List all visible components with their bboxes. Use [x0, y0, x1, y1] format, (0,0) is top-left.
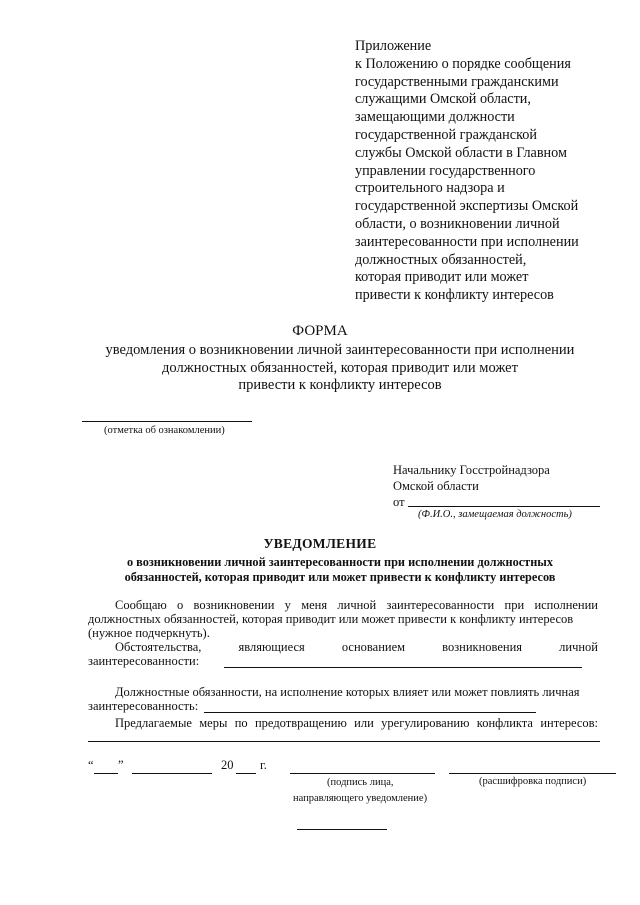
date-day-line[interactable]	[94, 773, 118, 774]
signature-caption-2: направляющего уведомление)	[293, 793, 428, 804]
appendix-line: государственными гражданскими	[355, 73, 559, 90]
bottom-rule	[297, 829, 387, 830]
body-paragraph-3-label: заинтересованность:	[88, 699, 199, 713]
body-paragraph-1-first: Сообщаю о возникновении у меня личной заинтересованности при исполнении	[115, 598, 598, 612]
date-year-line[interactable]	[236, 773, 256, 774]
form-subtitle-line: уведомления о возникновении личной заинтересованности при исполнении	[105, 342, 575, 358]
date-quote-close: ”	[118, 758, 124, 772]
appendix-line: строительного надзора и	[355, 180, 505, 197]
addressee-line-2: Омской области	[393, 479, 479, 493]
appendix-line: к Положению о порядке сообщения	[355, 55, 571, 72]
signature-decode-caption: (расшифровка подписи)	[479, 776, 587, 787]
body-paragraph-4-first: Предлагаемые меры по предотвращению или урегулированию конфликта интересов:	[115, 716, 598, 730]
form-subtitle	[60, 342, 620, 395]
form-subtitle-line: привести к конфликту интересов	[238, 377, 442, 393]
form-subtitle-line: должностных обязанностей, которая приводит или может	[162, 359, 518, 376]
appendix-line: привести к конфликту интересов	[355, 287, 554, 304]
appendix-line: заинтересованности при исполнении	[355, 233, 579, 250]
addressee-from-label: от	[393, 495, 405, 509]
appendix-line: должностных обязанностей,	[355, 251, 527, 268]
notice-title: УВЕДОМЛЕНИЕ	[263, 536, 377, 551]
measures-field-line[interactable]	[88, 741, 600, 742]
appendix-line: управлении государственного	[355, 162, 536, 179]
addressee-name-line[interactable]	[408, 506, 600, 507]
date-year-prefix: 20	[221, 758, 234, 772]
body-paragraph-1-rest: должностных обязанностей, которая приводит или может привести к конфликту интересов	[88, 612, 574, 626]
appendix-line: Приложение	[355, 38, 432, 54]
signature-caption-1: (подпись лица,	[327, 777, 394, 788]
body-paragraph-2-first: Обстоятельства, являющиеся основанием возникновения личной	[115, 640, 598, 654]
duties-field-line[interactable]	[204, 712, 536, 713]
body-paragraph-2-label: заинтересованности:	[88, 654, 200, 668]
body-paragraph-3-first: Должностные обязанности, на исполнение которых влияет или может повлиять личная	[115, 685, 580, 699]
appendix-line: замещающими должности	[355, 109, 515, 126]
appendix-block	[355, 38, 615, 305]
addressee-hint: (Ф.И.О., замещаемая должность)	[418, 509, 572, 520]
appendix-line: которая приводит или может	[355, 269, 529, 286]
appendix-line: служащими Омской области,	[355, 91, 531, 108]
appendix-line: государственной экспертизы Омской	[355, 198, 579, 215]
form-title: ФОРМА	[292, 323, 348, 339]
acknowledgement-line[interactable]	[82, 421, 252, 422]
date-month-line[interactable]	[132, 773, 212, 774]
date-quote-open: “	[88, 758, 94, 772]
addressee-block	[393, 462, 550, 510]
notice-subtitle-line: обязанностей, которая приводит или может привести к конфликту интересов	[124, 570, 556, 584]
notice-subtitle	[110, 555, 570, 585]
signature-decode-line[interactable]	[449, 773, 616, 774]
appendix-line: службы Омской области в Главном	[355, 144, 567, 161]
signature-line[interactable]	[290, 773, 435, 774]
appendix-line: области, о возникновении личной	[355, 215, 560, 232]
acknowledgement-caption: (отметка об ознакомлении)	[104, 425, 225, 436]
body-paragraph-1-end: (нужное подчеркнуть).	[88, 626, 210, 640]
circumstances-field-line[interactable]	[224, 667, 582, 668]
appendix-line: государственной гражданской	[355, 126, 537, 143]
addressee-line-1: Начальнику Госстройнадзора	[393, 463, 550, 477]
notice-subtitle-line: о возникновении личной заинтересованности при исполнении должностных	[126, 555, 554, 569]
date-year-suffix: г.	[260, 758, 267, 772]
